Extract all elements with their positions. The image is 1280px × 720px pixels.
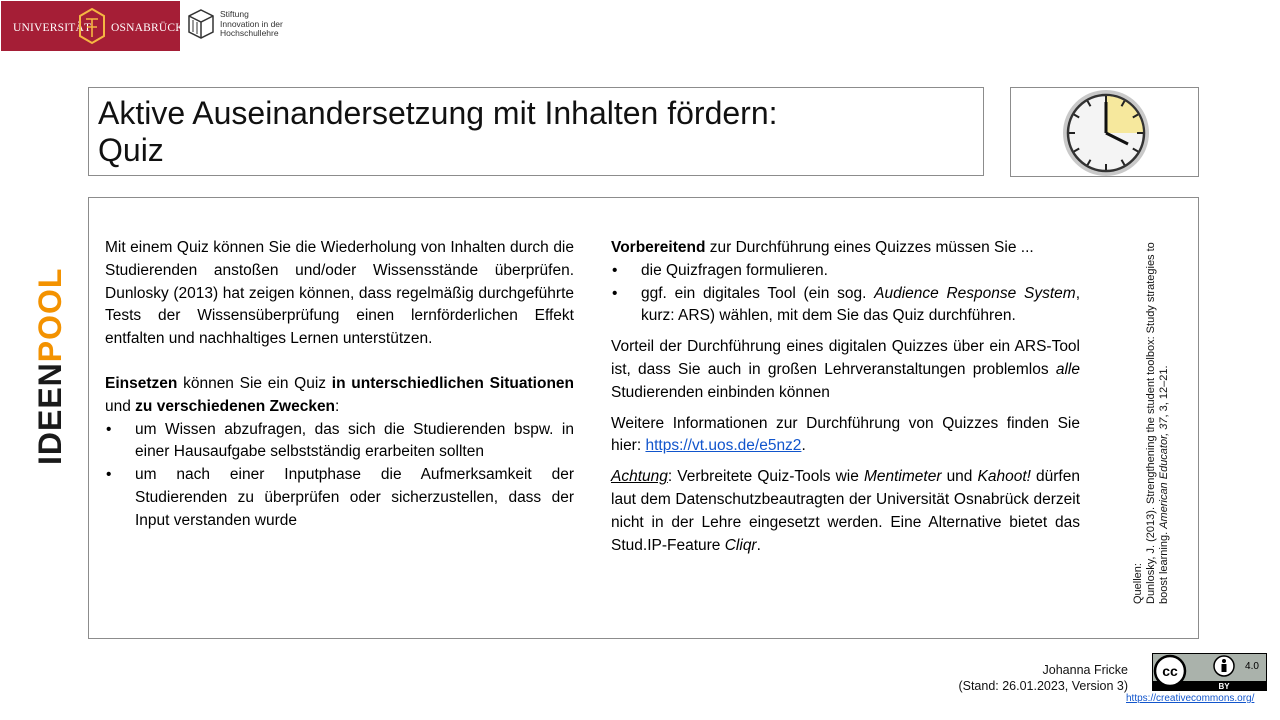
prep-list [611, 260, 1080, 328]
left-column [105, 237, 574, 533]
svg-text:cc: cc [1162, 663, 1178, 679]
list-item: • die Quizfragen formulieren. [611, 260, 1080, 283]
more-info-link[interactable]: https://vt.uos.de/e5nz2 [645, 437, 802, 455]
warning-paragraph: Achtung: Verbreitete Quiz-Tools wie Mentimeter und Kahoot! dürfen laut dem Datenschutzbeautragten der Universität Osnabrück derzeit nicht in der Lehre eingesetzt werden. Eine Alternative bietet das Stud.IP-Feature Cliqr. [611, 468, 1080, 554]
cc-by-badge [1152, 653, 1267, 691]
cc-version: 4.0 [1245, 661, 1259, 672]
version-info: (Stand: 26.01.2023, Version 3) [958, 679, 1128, 693]
stiftung-logo [186, 8, 296, 42]
author-name: Johanna Fricke [1042, 663, 1128, 677]
usage-list [105, 419, 574, 533]
clock-icon [1061, 88, 1151, 178]
prep-paragraph: Vorbereitend zur Durchführung eines Quizzes müssen Sie ... [611, 239, 1034, 256]
middle-column [611, 237, 1080, 557]
intro-paragraph: Mit einem Quiz können Sie die Wiederholung von Inhalten durch die Studierenden anstoßen und/oder Wissensstände überprüfen. Dunlosky (2013) hat zeigen können, dass regelmäßig durchgeführte Tests der Wissensüberprüfung einen lernförderlichen Effekt entfalten und nachhaltiges Lernen unterstützen. [105, 239, 574, 348]
svg-text:IDEENPOOL [32, 268, 68, 465]
list-item: • um Wissen abzufragen, das sich die Studierenden bspw. in einer Hausaufgabe selbstständig erarbeiten sollten [105, 419, 574, 465]
stiftung-text: Stiftung Innovation in der Hochschullehre [220, 9, 283, 38]
university-name-left: UNIVERSITÄT [13, 22, 92, 34]
ideenpool-logo-text-dark: IDEEN [32, 362, 68, 465]
cc-by-label: BY [1218, 682, 1230, 691]
list-item: • ggf. ein digitales Tool (ein sog. Audience Response System, kurz: ARS) wählen, mit dem Sie das Quiz durchführen. [611, 283, 1080, 329]
clock-box [1010, 87, 1199, 177]
author-info [930, 662, 1128, 694]
university-name-right: OSNABRÜCK [111, 22, 184, 34]
title-box [88, 87, 984, 176]
ideenpool-logo-text-orange: POOL [32, 267, 68, 363]
usage-paragraph: Einsetzen können Sie ein Quiz in unterschiedlichen Situationen und zu verschiedenen Zwecken: [105, 374, 575, 415]
list-item: • um nach einer Inputphase die Aufmerksamkeit der Studierenden zu überprüfen oder sicherzustellen, dass der Input verstanden wurde [105, 464, 574, 532]
university-crest-icon [77, 7, 107, 45]
stiftung-cube-icon [186, 8, 216, 40]
sources-block [1132, 214, 1170, 604]
sources-heading: Quellen: [1132, 563, 1144, 604]
advantage-paragraph: Vorteil der Durchführung eines digitalen Quizzes über ein ARS-Tool ist, dass Sie auch in großen Lehrveranstaltungen problemlos alle Studierenden einbinden können [611, 338, 1080, 401]
university-logo [1, 1, 184, 51]
page-title: Aktive Auseinandersetzung mit Inhalten fördern: Quiz [98, 95, 778, 168]
cc-license-link[interactable]: https://creativecommons.org/ [1126, 693, 1255, 704]
sources-citation: Dunlosky, J. (2013). Strengthening the student toolbox: Study strategies to boost learning. American Educator, 37, 3, 12–21. [1145, 242, 1170, 604]
ideenpool-logo [32, 265, 70, 470]
more-info-paragraph: Weitere Informationen zur Durchführung von Quizzes finden Sie hier: https://vt.uos.de/e5nz2. [611, 414, 1080, 455]
